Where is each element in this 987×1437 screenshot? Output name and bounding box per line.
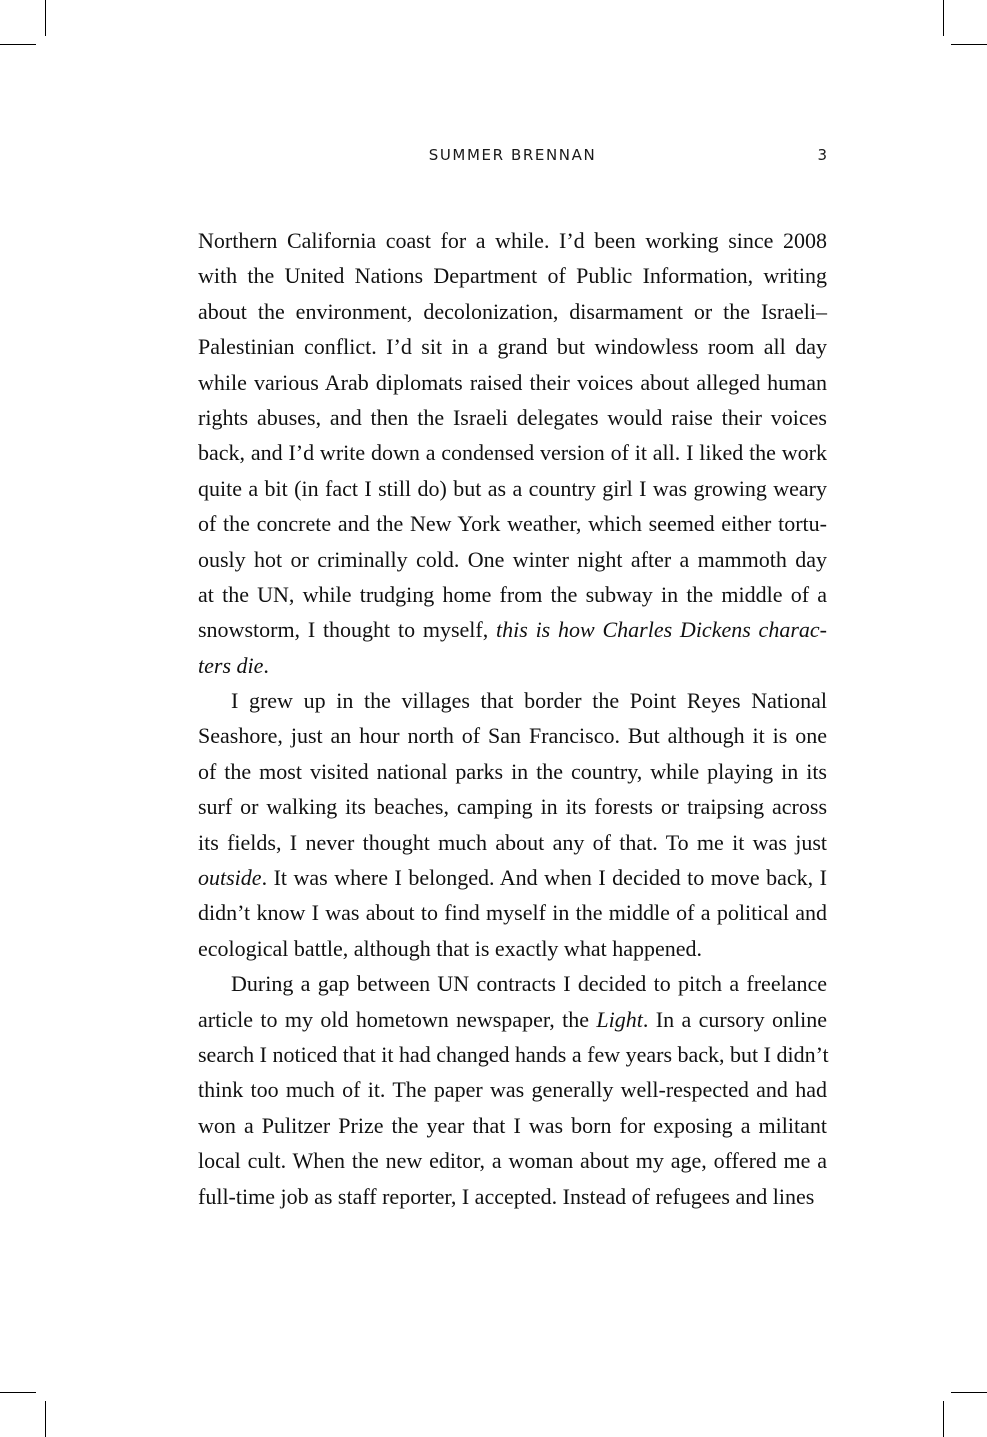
text-line	[198, 577, 827, 612]
text-segment: won a Pulitzer Prize the year that I was born for exposing a militant	[198, 1112, 827, 1138]
text-segment: about the environment, decolonization, disarmament or the Israeli–	[198, 298, 827, 324]
text-segment: its fields, I never thought much about any of that. To me it was just	[198, 829, 827, 855]
text-line	[198, 365, 827, 400]
text-segment: of the concrete and the New York weather, which seemed either tortu-	[198, 511, 827, 537]
crop-mark-top-right-horizontal	[951, 44, 987, 45]
text-segment: quite a bit (in fact I still do) but as a country girl I was growing weary	[198, 475, 827, 501]
text-segment: snowstorm, I thought to myself,	[198, 617, 496, 643]
text-line	[198, 400, 827, 435]
text-line	[198, 1072, 827, 1107]
crop-mark-top-left-horizontal	[0, 44, 36, 45]
text-line	[198, 1037, 827, 1072]
crop-mark-top-left-vertical	[45, 0, 46, 36]
crop-mark-bottom-right-horizontal	[951, 1392, 987, 1393]
text-segment: think too much of it. The paper was generally well-respected and had	[198, 1077, 827, 1103]
text-line	[198, 506, 827, 541]
text-segment: .	[263, 652, 269, 678]
italic-text: ters die	[198, 652, 264, 678]
text-line	[198, 683, 827, 718]
crop-mark-top-right-vertical	[943, 0, 944, 36]
paragraph	[198, 683, 827, 966]
text-line	[198, 329, 827, 364]
text-line	[198, 294, 827, 329]
text-segment: Seashore, just an hour north of San Francisco. But although it is one	[198, 723, 827, 749]
italic-text: this is how Charles Dickens charac-	[496, 617, 827, 643]
text-line	[198, 1179, 827, 1214]
text-line	[198, 860, 827, 895]
running-head-author: SUMMER BRENNAN	[428, 146, 597, 164]
text-line	[198, 1108, 827, 1143]
text-segment: ously hot or criminally cold. One winter night after a mammoth day	[198, 546, 827, 572]
text-line	[198, 223, 827, 258]
text-segment: with the United Nations Department of Public Information, writing	[198, 263, 827, 289]
text-line	[198, 931, 827, 966]
crop-mark-bottom-left-horizontal	[0, 1392, 36, 1393]
text-segment: while various Arab diplomats raised their voices about alleged human	[198, 369, 827, 395]
text-line	[198, 754, 827, 789]
text-line	[198, 471, 827, 506]
text-line	[198, 718, 827, 753]
text-line	[198, 825, 827, 860]
text-line	[198, 542, 827, 577]
text-line	[198, 648, 827, 683]
italic-text: Light	[596, 1006, 643, 1032]
text-segment: local cult. When the new editor, a woman about my age, offered me a	[198, 1148, 827, 1174]
page-number: 3	[817, 146, 827, 164]
paragraph	[198, 966, 827, 1214]
text-segment: full-time job as staff reporter, I accepted. Instead of refugees and lines	[198, 1183, 815, 1209]
text-line	[198, 1143, 827, 1178]
text-segment: article to my old hometown newspaper, the	[198, 1006, 597, 1032]
running-head	[198, 146, 827, 170]
text-segment: . In a cursory online	[642, 1006, 827, 1032]
body-text	[198, 223, 827, 1214]
text-line	[198, 435, 827, 470]
text-segment: didn’t know I was about to find myself in the middle of a political and	[198, 900, 827, 926]
text-line	[198, 1002, 827, 1037]
text-line	[198, 895, 827, 930]
text-segment: . It was where I belonged. And when I decided to move back, I	[261, 865, 827, 891]
text-line	[198, 612, 827, 647]
text-segment: During a gap between UN contracts I decided to pitch a freelance	[231, 971, 827, 997]
text-segment: at the UN, while trudging home from the subway in the middle of a	[198, 581, 827, 607]
text-segment: search I noticed that it had changed hands a few years back, but I didn’t	[198, 1041, 829, 1067]
text-segment: I grew up in the villages that border the Point Reyes National	[231, 688, 827, 714]
text-segment: of the most visited national parks in the country, while playing in its	[198, 758, 827, 784]
text-segment: Northern California coast for a while. I’d been working since 2008	[198, 228, 827, 253]
text-line	[198, 966, 827, 1001]
crop-mark-bottom-left-vertical	[45, 1401, 46, 1437]
text-segment: surf or walking its beaches, camping in its forests or traipsing across	[198, 794, 827, 820]
text-segment: Palestinian conflict. I’d sit in a grand but windowless room all day	[198, 334, 827, 360]
text-line	[198, 789, 827, 824]
text-segment: back, and I’d write down a condensed version of it all. I liked the work	[198, 440, 827, 466]
crop-mark-bottom-right-vertical	[943, 1401, 944, 1437]
text-segment: rights abuses, and then the Israeli delegates would raise their voices	[198, 404, 827, 430]
text-segment: ecological battle, although that is exactly what happened.	[198, 935, 702, 961]
italic-text: outside	[198, 865, 262, 891]
paragraph	[198, 223, 827, 683]
text-line	[198, 258, 827, 293]
